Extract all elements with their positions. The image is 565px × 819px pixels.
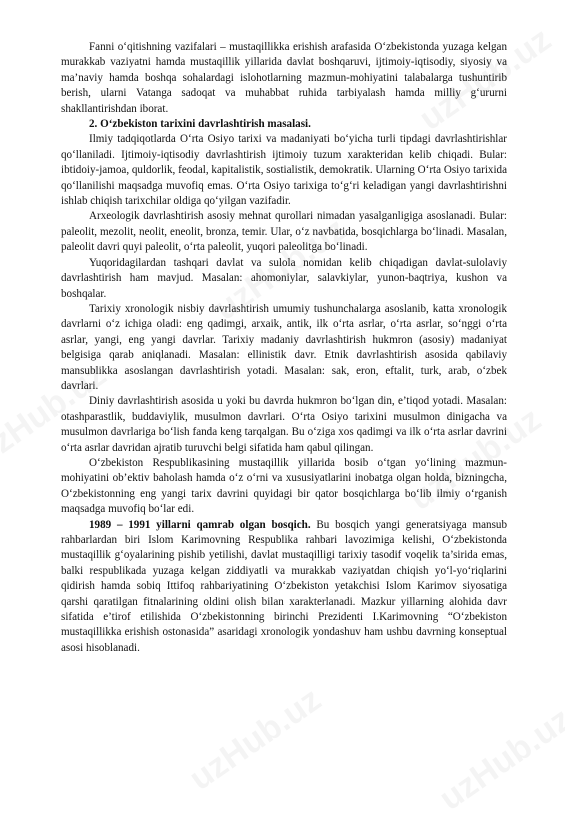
paragraph-chronological: Tarixiy xronologik nisbiy davrlashtirish umumiy tushunchalarga asoslanib, katta xronologik davrlarni o‘z ichiga oladi: eng qadimgi, arxaik, antik, ilk o‘rta asrlar, o‘rta asrlar, so‘nggi o‘rta asrlar, yangi, eng yangi davrlar. Tarixiy madaniy davrlashtirish hukmron (asosiy) madaniyat belgisiga qarab aniqlanadi. Masalan: ellinistik davr. Etnik davrlashtirish asosida qabilaviy mansublikka asoslangan davrlashtirish yotadi. Masalan: sak, eron, eftalit, turk, arab, o‘zbek davrlari. <box>61 302 507 392</box>
section-heading: 2. O‘zbekiston tarixini davrlashtirish masalasi. <box>89 118 311 131</box>
watermark <box>182 680 328 799</box>
paragraph-archaeological: Arxeologik davrlashtirish asosiy mehnat qurollari nimadan yasalganligiga asoslanadi. Bular: paleolit, mezolit, neolit, eneolit, bronza, temir. Ular, o‘z navbatida, bosqichlarga bo‘linadi. Masalan, paleolit davri quyi paleolit, o‘rta paleolit, yuqori paleolitga bo‘linadi. <box>61 210 507 254</box>
watermark <box>432 700 565 819</box>
paragraph-course-objectives: Fanni o‘qitishning vazifalari – mustaqillikka erishish arafasida O‘zbekistonda yuzaga kelgan murakkab vaziyatni hamda mustaqillik yillarida davlat boshqaruvi, ijtimoiy-iqtisodiy, siyosiy va ma’naviy hamda boshqa sohalardagi islohotlarning mazmun-mohiyatini talabalarga tushuntirib berish, ularni Vatanga sadoqat va muhabbat ruhida tarbiyalash hamda milliy g‘ururni shakllantirishdan iborat. <box>61 41 507 115</box>
document-page <box>61 40 507 656</box>
paragraph-religious: Diniy davrlashtirish asosida u yoki bu davrda hukmron bo‘lgan din, e’tiqod yotadi. Masalan: otashparastlik, buddaviylik, musulmon davrlari. O‘rta Osiyo tarixini musulmon dinigacha va musulmon davrlariga bo‘lish fanda keng tarqalgan. Bu o‘ziga xos qadimgi va ilk o‘rta asrlar davrini o‘rta asrlar davridan ajratib turuvchi belgi sifatida ham qabul qilingan. <box>61 395 507 454</box>
stage-title: 1989 – 1991 yillarni qamrab olgan bosqich. <box>89 518 311 531</box>
paragraph-dynastic: Yuqoridagilardan tashqari davlat va sulola nomidan kelib chiqadigan davlat-sulolaviy davrlashtirish ham mavjud. Masalan: ahomoniylar, salavkiylar, yunon-baqtriya, kushon va boshqalar. <box>61 256 507 300</box>
paragraph-stage-1989-1991 <box>61 518 507 657</box>
stage-description: Bu bosqich yangi generatsiyaga mansub rahbarlardan biri Islom Karimovning Respublika rahbari lavozimiga kelishi, O‘zbekistonda mustaqillik g‘oyalarining pishib yetilishi, davlat mustaqilligi tarixiy tasodif voqelik ta’sirida emas, balki respublikada yuzaga kelgan ziddiyatli va murakkab vaziyatdan chiqish yo‘l-yo‘riqlarini qidirish hamda sobiq Ittifoq rahbariyatining O‘zbekiston yetakchisi Islom Karimov siyosatiga qarshi qaratilgan fitnalarining oldini olish bilan xarakterlanadi. Mazkur yillarning alohida davr sifatida e’tirof etilishida O‘zbekistonning birinchi Prezidenti I.Karimovning “O‘zbekiston mustaqillikka erishish ostonasida” asaridagi xronologik yondashuv ham ushbu davrning konseptual asosi hisoblanadi. <box>61 518 507 654</box>
paragraph-periodization-types: Ilmiy tadqiqotlarda O‘rta Osiyo tarixi va madaniyati bo‘yicha turli tipdagi davrlashtirishlar qo‘llaniladi. Ijtimoiy-iqtisodiy davrlashtirish ijtimoiy tuzum xarakteridan kelib chiqadi. Bular: ibtidoiy-jamoa, quldorlik, feodal, kapitalistik, sostialistik, demokratik. Ularning O‘rta Osiyo tarixida qo‘llanilishi maqsadga muvofiq emas. O‘rta Osiyo tarixiga to‘g‘ri keladigan yangi davrlashtirishni ishlab chiqish tarixchilar oldiga qo‘yilgan vazifadir. <box>61 133 507 208</box>
paragraph-independence-stages: O‘zbekiston Respublikasining mustaqillik yillarida bosib o‘tgan yo‘lining mazmun-mohiyatini ob’ektiv baholash hamda o‘z o‘rni va xususiyatlarini inobatga olgan holda, bizningcha, O‘zbekistonning eng yangi tarix davrini quyidagi bir qator bosqichlarga bo‘lib ilmiy o‘rganish maqsadga muvofiq bo‘lar edi. <box>61 456 507 516</box>
